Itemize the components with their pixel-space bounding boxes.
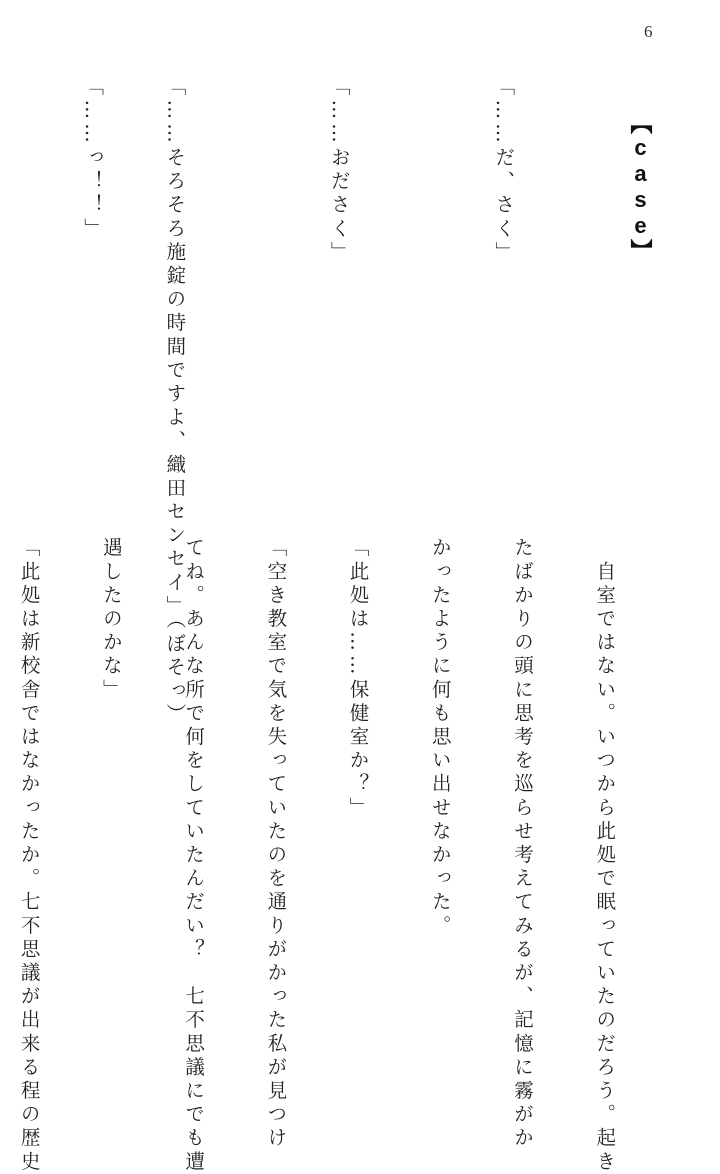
- text-line: かったように何も思い出せなかった。: [428, 537, 452, 939]
- text-line: 「此処は新校舎ではなかったか。七不思議が出来る程の歴史: [17, 537, 41, 1174]
- text-line: 自室ではない。いつから此処で眠っていたのだろう。起き: [593, 537, 617, 1174]
- text-line: 「此処は……保健室か？」: [346, 537, 370, 821]
- text-line: てね。あんな所で何をしていたんだい？ 七不思議にでも遭: [182, 537, 206, 1174]
- text-line: 「……だ、さく」: [492, 76, 516, 265]
- text-line: 遇したのかな」: [99, 537, 123, 703]
- text-line: 「……おださく」: [327, 76, 351, 265]
- text-line: 「……そろそろ施錠の時間ですよ、織田センセイ」（ぼそっ）: [163, 76, 187, 728]
- text-line: 「空き教室で気を失っていたのを通りがかった私が見つけ: [264, 537, 288, 1151]
- text-line: 「……っ！！」: [81, 76, 105, 242]
- page-number: 6: [644, 22, 653, 41]
- lower-text-block: [0, 537, 673, 1174]
- text-line: たばかりの頭に思考を巡らせ考えてみるが、記憶に霧がか: [510, 537, 534, 1151]
- section-heading: 【case】: [628, 112, 653, 262]
